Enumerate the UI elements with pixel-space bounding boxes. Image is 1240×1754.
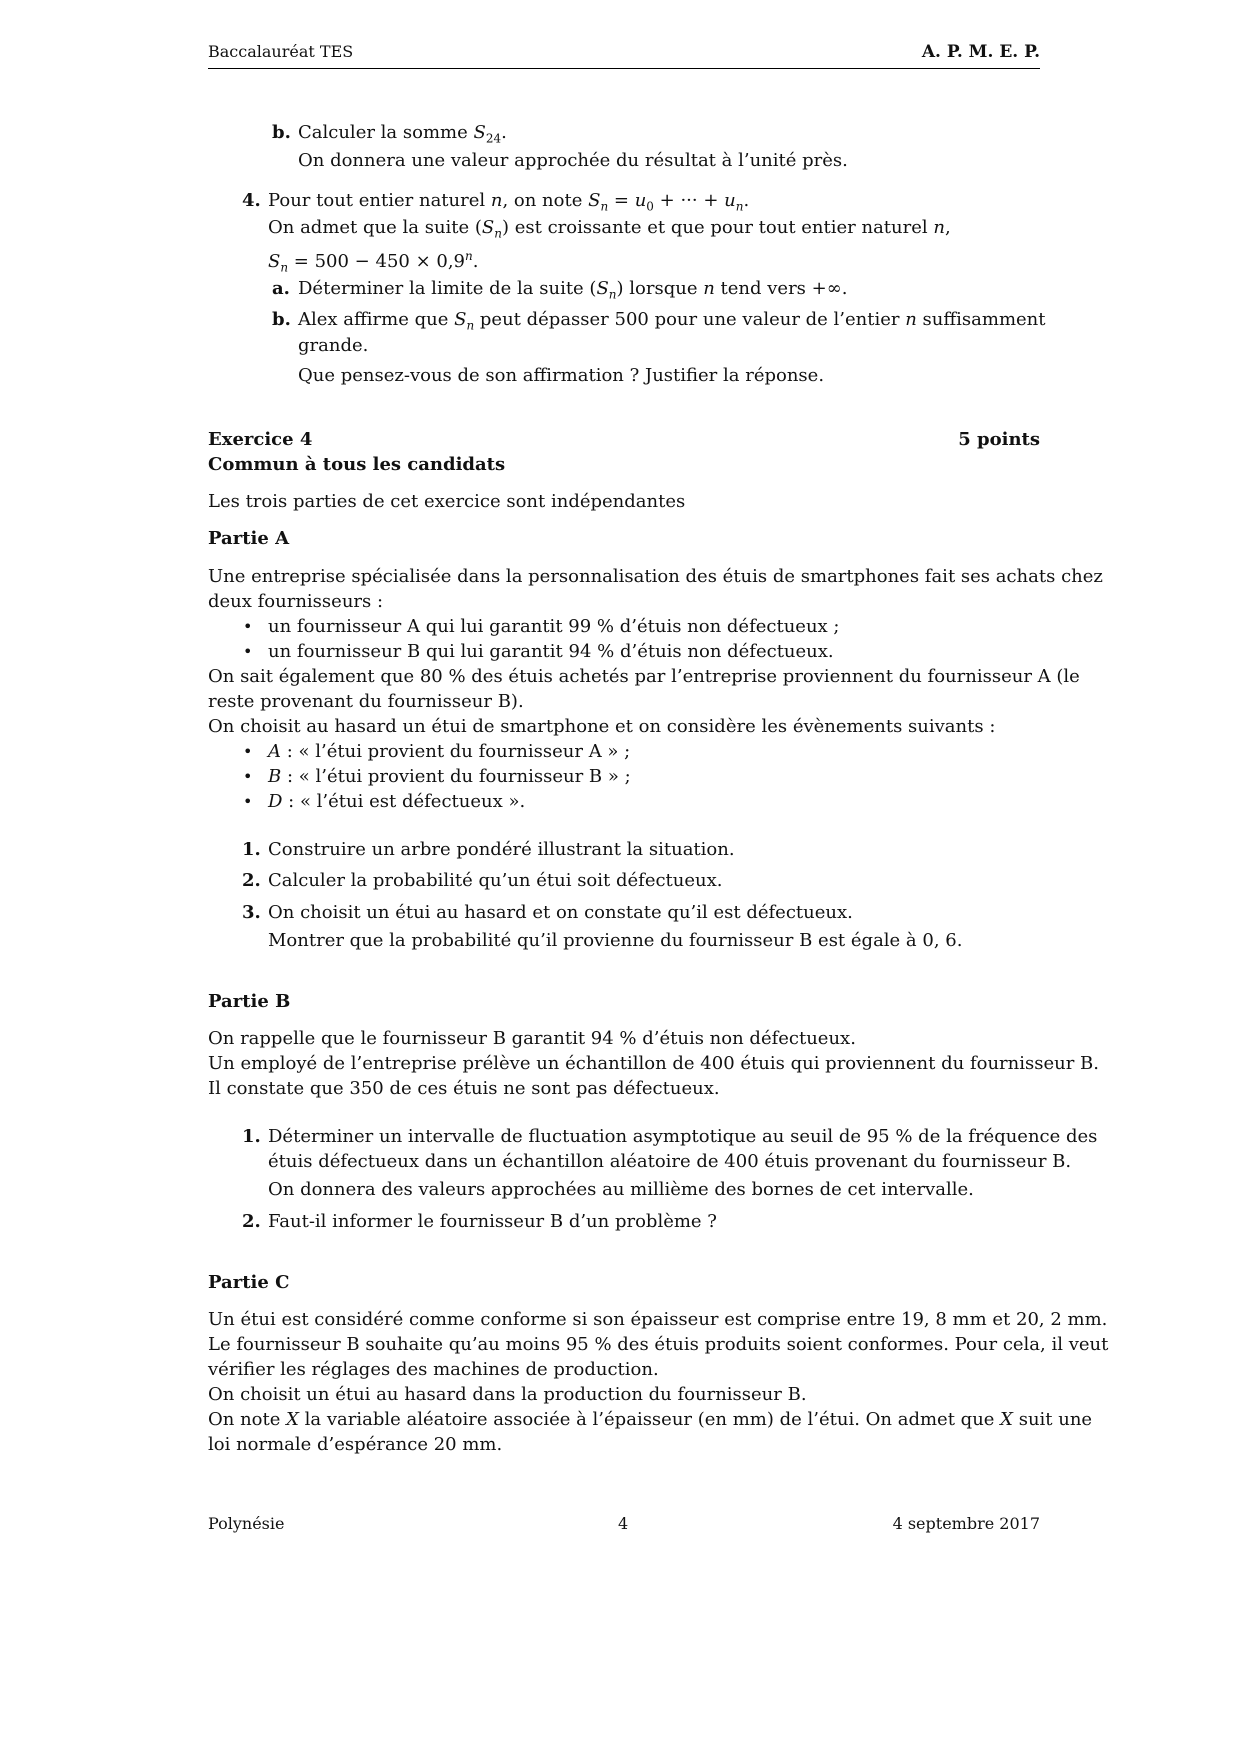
q4-line1: Pour tout entier naturel n, on note $S_n = u_0$ + ··· + $u_n$. — [268, 190, 750, 214]
footer-left: Polynésie — [208, 1514, 285, 1533]
part-c-l1: Un étui est considéré comme conforme si son épaisseur est comprise entre 19, 8 mm et 20, 2 mm. — [208, 1309, 1108, 1330]
event-d: D : « l’étui est défectueux ». — [268, 791, 526, 812]
q4a-label: a. — [272, 278, 290, 299]
part-a-bullet-2: un fournisseur B qui lui garantit 94 % d’étuis non défectueux. — [268, 641, 834, 662]
part-b-p3: Il constate que 350 de ces étuis ne sont pas défectueux. — [208, 1078, 720, 1099]
header-right: A. P. M. E. P. — [921, 42, 1040, 62]
part-b-title: Partie B — [208, 991, 291, 1012]
exercise-intro: Les trois parties de cet exercice sont indépendantes — [208, 491, 686, 512]
header-left: Baccalauréat TES — [208, 42, 354, 61]
part-b-q2-label: 2. — [242, 1211, 261, 1232]
part-a-p1-l2: deux fournisseurs : — [208, 591, 384, 612]
part-b-q1-l3: On donnera des valeurs approchées au millième des bornes de cet intervalle. — [268, 1179, 974, 1200]
part-c-l3: vérifier les réglages des machines de production. — [208, 1359, 659, 1380]
part-c-l5: On note X la variable aléatoire associée à l’épaisseur (en mm) de l’étui. On admet que X suit une — [208, 1409, 1093, 1430]
q4a-text: Déterminer la limite de la suite $(S_n)$ lorsque n tend vers +∞. — [298, 278, 848, 302]
footer-date: 4 septembre 2017 — [892, 1514, 1040, 1533]
part-a-q2-label: 2. — [242, 870, 261, 891]
part-a-bullet-1: un fournisseur A qui lui garantit 99 % d’étuis non défectueux ; — [268, 616, 840, 637]
part-c-l2: Le fournisseur B souhaite qu’au moins 95 % des étuis produits soient conformes. Pour cela, il veut — [208, 1334, 1109, 1355]
part-a-q1: Construire un arbre pondéré illustrant la situation. — [268, 839, 735, 860]
q4-line3: $S_n = 500 - 450 \times 0,9^n$. — [268, 249, 479, 275]
q4-label: 4. — [242, 190, 261, 211]
exercise-title: Exercice 4 — [208, 429, 313, 450]
part-a-title: Partie A — [208, 528, 290, 549]
part-b-q1-label: 1. — [242, 1126, 261, 1147]
part-b-q1-l2: étuis défectueux dans un échantillon aléatoire de 400 étuis provenant du fournisseur B. — [268, 1151, 1072, 1172]
page-number: 4 — [618, 1514, 629, 1533]
part-b-p1: On rappelle que le fournisseur B garantit 94 % d’étuis non défectueux. — [208, 1028, 856, 1049]
part-c-title: Partie C — [208, 1272, 290, 1293]
q3b-line1: Calculer la somme $S_{24}$. — [298, 122, 507, 146]
q3b-label: b. — [272, 122, 291, 143]
part-a-q3-l2: Montrer que la probabilité qu’il provienne du fournisseur B est égale à 0, 6. — [268, 930, 963, 951]
part-c-l6: loi normale d’espérance 20 mm. — [208, 1434, 503, 1455]
bullet-icon: • — [243, 767, 253, 786]
q4b-line1: Alex affirme que $S_n$ peut dépasser 500 pour une valeur de l’entier n suffisamment — [298, 309, 1046, 333]
part-a-p2-l2: reste provenant du fournisseur B). — [208, 691, 524, 712]
event-b: B : « l’étui provient du fournisseur B » ; — [268, 766, 631, 787]
page-header — [208, 42, 1040, 69]
part-b-p2: Un employé de l’entreprise prélève un échantillon de 400 étuis qui proviennent du fournisseur B. — [208, 1053, 1099, 1074]
part-a-q2: Calculer la probabilité qu’un étui soit défectueux. — [268, 870, 723, 891]
part-a-p1-l1: Une entreprise spécialisée dans la personnalisation des étuis de smartphones fait ses achats chez — [208, 566, 1103, 587]
part-b-q1-l1: Déterminer un intervalle de fluctuation asymptotique au seuil de 95 % de la fréquence des — [268, 1126, 1098, 1147]
q4b-line3: Que pensez-vous de son affirmation ? Justifier la réponse. — [298, 365, 825, 386]
part-b-q2: Faut-il informer le fournisseur B d’un problème ? — [268, 1211, 717, 1232]
bullet-icon: • — [243, 742, 253, 761]
q4b-label: b. — [272, 309, 291, 330]
bullet-icon: • — [243, 792, 253, 811]
part-a-q3-label: 3. — [242, 902, 261, 923]
exercise-points: 5 points — [958, 429, 1040, 450]
part-c-l4: On choisit un étui au hasard dans la production du fournisseur B. — [208, 1384, 807, 1405]
q4b-line2: grande. — [298, 335, 369, 356]
bullet-icon: • — [243, 617, 253, 636]
part-a-q3-l1: On choisit un étui au hasard et on constate qu’il est défectueux. — [268, 902, 853, 923]
exercise-subtitle: Commun à tous les candidats — [208, 454, 506, 475]
part-a-p2-l1: On sait également que 80 % des étuis achetés par l’entreprise proviennent du fournisseur A (le — [208, 666, 1080, 687]
q4-line2: On admet que la suite $(S_n)$ est croissante et que pour tout entier naturel n, — [268, 217, 951, 241]
event-a: A : « l’étui provient du fournisseur A » ; — [268, 741, 631, 762]
part-a-q1-label: 1. — [242, 839, 261, 860]
q3b-line2: On donnera une valeur approchée du résultat à l’unité près. — [298, 150, 848, 171]
bullet-icon: • — [243, 642, 253, 661]
part-a-p3: On choisit au hasard un étui de smartphone et on considère les évènements suivants : — [208, 716, 996, 737]
